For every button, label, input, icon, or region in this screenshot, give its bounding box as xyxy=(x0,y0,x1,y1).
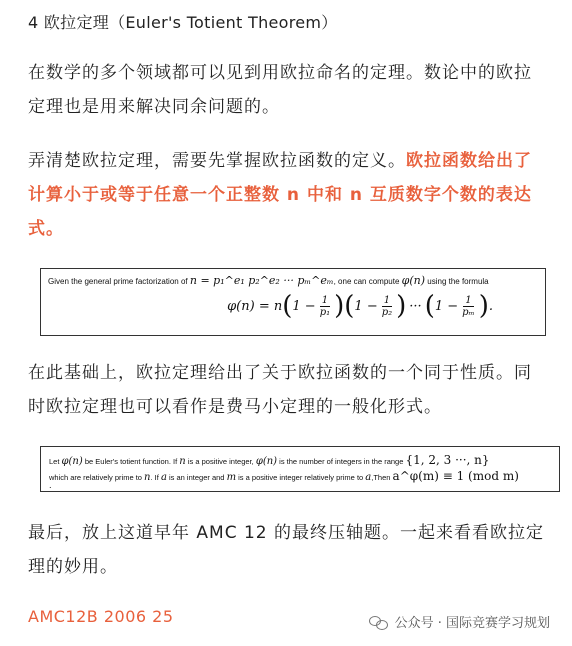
phi-symbol: φ(n) xyxy=(401,274,426,287)
plain-text: 弄清楚欧拉定理，需要先掌握欧拉函数的定义。 xyxy=(28,151,406,171)
euler-function-paragraph xyxy=(28,144,548,246)
totient-formula-box xyxy=(40,268,546,336)
theorem-paragraph: 在此基础上，欧拉定理给出了关于欧拉函数的一个同于性质。同时欧拉定理也可以看作是费马小定理的一般化形式。 xyxy=(28,363,532,417)
end-text: using the formula xyxy=(427,277,489,286)
congruence: a^φ(m) ≡ 1 (mod m) xyxy=(392,469,519,483)
wechat-watermark xyxy=(369,612,550,631)
highlighted-text: 欧拉函数给出了计算小于或等于任意一个正整数 n 中和 n 互质数字个数的表达式。 xyxy=(28,151,532,239)
problem-title: AMC12B 2006 25 xyxy=(28,607,174,626)
section-heading: 4 欧拉定理（Euler's Totient Theorem） xyxy=(28,13,338,32)
formula-intro-line xyxy=(48,274,489,287)
trailing-period: . xyxy=(49,481,52,490)
prime-factorization: n = p₁^e₁ p₂^e₂ ··· pₘ^eₘ xyxy=(189,274,334,287)
intro-text: Given the general prime factorization of xyxy=(48,277,188,286)
euler-theorem-box xyxy=(40,446,560,492)
formula-lhs: φ(n) = n xyxy=(227,298,283,314)
fraction-1: $\frac{1}{\text{p₁}}$ xyxy=(319,294,331,318)
fraction-2: $\frac{1}{\text{p₂}}$ xyxy=(381,294,393,318)
closing-paragraph: 最后，放上这道早年 AMC 12 的最终压轴题。一起来看看欧拉定理的妙用。 xyxy=(28,523,545,577)
intro-paragraph: 在数学的多个领域都可以见到用欧拉命名的定理。数论中的欧拉定理也是用来解决同余问题的。 xyxy=(28,63,532,117)
wechat-icon xyxy=(369,615,389,629)
theorem-line-1: Let φ(n) be Euler's totient function. If n is a positive integer, φ(n) is the number of integers in the range {1, 2, 3 ···, n} xyxy=(49,453,490,467)
totient-formula: φ(n) = n ( 1 − $\frac{1}{\text{p₁}}$ ) ( 1 − $\frac{1}{\text{p₂}}$ ) ··· ( 1 − $\frac{1}{\text{pₘ}}$ ) . xyxy=(227,291,493,321)
mid-text: , one can compute xyxy=(333,277,400,286)
ellipsis: ··· xyxy=(409,298,422,314)
theorem-line-2: which are relatively prime to n. If a is an integer and m is a positive integer relatively prime to a,Then a^φ(m) ≡ 1 (mod m) xyxy=(49,469,519,483)
wechat-label: 公众号 · 国际竞赛学习规划 xyxy=(394,616,550,631)
fraction-m: $\frac{1}{\text{pₘ}}$ xyxy=(462,294,475,318)
